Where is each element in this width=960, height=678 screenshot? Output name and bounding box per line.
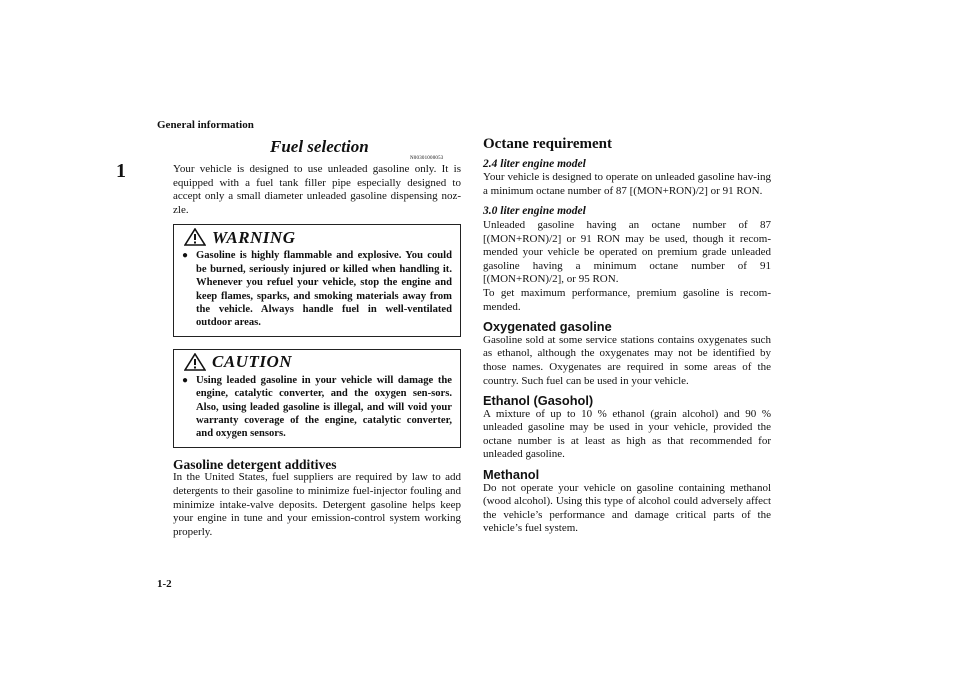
- ethanol-paragraph: A mixture of up to 10 % ethanol (grain alcohol) and 90 % unleaded gasoline may be used in your vehicle, provided the octane number is at least as high as that recommended for unleaded gasoline.: [483, 407, 771, 461]
- oxygenated-paragraph: Gasoline sold at some service stations contains oxygenates such as ethanol, although the oxygenates may not be identified by those names. Oxygenates are required in some areas of the country. Such fuel can be used in your vehicle.: [483, 333, 771, 387]
- left-column: [173, 163, 461, 539]
- chapter-number: 1: [116, 160, 126, 182]
- caution-label: CAUTION: [212, 352, 293, 372]
- methanol-paragraph: Do not operate your vehicle on gasoline containing methanol (wood alcohol). Using this type of alcohol could adversely affect the vehicle’s performance and damage critical parts of the vehicle’s fuel system.: [483, 481, 771, 535]
- warning-text: Gasoline is highly flammable and explosive. You could be burned, seriously injured or killed when handling it. Whenever you refuel your vehicle, stop the engine and keep flames, sparks, and smoking materials away from the vehicle. Always handle fuel in well-ventilated outdoor areas.: [196, 250, 452, 329]
- engine30-heading: 3.0 liter engine model: [483, 205, 586, 218]
- intro-paragraph: Your vehicle is designed to use unleaded gasoline only. It is equipped with a fuel tank filler pipe especially designed to accept only a small diameter unleaded gasoline dispensing noz-zle.: [173, 163, 461, 216]
- page-title: Fuel selection: [270, 137, 369, 156]
- warning-header: [174, 225, 460, 249]
- caution-header: [174, 350, 460, 374]
- detergent-heading: Gasoline detergent additives: [173, 456, 337, 472]
- methanol-heading: Methanol: [483, 467, 540, 483]
- page-number: 1-2: [157, 578, 172, 590]
- octane-heading: Octane requirement: [483, 136, 613, 152]
- detergent-paragraph: In the United States, fuel suppliers are required by law to add detergents to their gasoline to minimize fuel-injector fouling and minimize intake-valve deposits. Detergent gasoline helps keep your engine in tune and your emission-control system working properly.: [173, 471, 461, 538]
- running-header: General information: [157, 119, 254, 131]
- engine30-paragraph-2: To get maximum performance, premium gasoline is recom-mended.: [483, 286, 771, 313]
- right-column: [483, 138, 771, 536]
- ethanol-heading: Ethanol (Gasohol): [483, 393, 594, 409]
- warning-triangle-icon: [184, 228, 206, 246]
- oxygenated-heading: Oxygenated gasoline: [483, 319, 612, 335]
- caution-box: [173, 349, 461, 448]
- bullet-icon: ●: [182, 374, 189, 386]
- engine24-heading: 2.4 liter engine model: [483, 157, 586, 170]
- bullet-icon: ●: [182, 250, 189, 262]
- caution-triangle-icon: [184, 353, 206, 371]
- warning-item: [174, 249, 460, 335]
- caution-text: Using leaded gasoline in your vehicle will damage the engine, catalytic converter, and the oxygen sen-sors. Also, using leaded gasoline is illegal, and will void your warranty coverage of the engine, catalytic converter, and oxygen sensors.: [196, 374, 452, 440]
- caution-item: [174, 374, 460, 447]
- warning-box: [173, 224, 461, 336]
- warning-label: WARNING: [212, 227, 296, 247]
- engine30-paragraph: Unleaded gasoline having an octane number of 87 [(MON+RON)/2] or 91 RON may be used, though it recom-mended your vehicle be operated on premium grade unleaded gasoline having a minimum octane number of 91 [(MON+RON)/2], or 95 RON.: [483, 218, 771, 286]
- engine24-paragraph: Your vehicle is designed to operate on unleaded gasoline hav-ing a minimum octane number of 87 [(MON+RON)/2] or 91 RON.: [483, 171, 771, 197]
- doc-code: N00301000053: [410, 156, 444, 161]
